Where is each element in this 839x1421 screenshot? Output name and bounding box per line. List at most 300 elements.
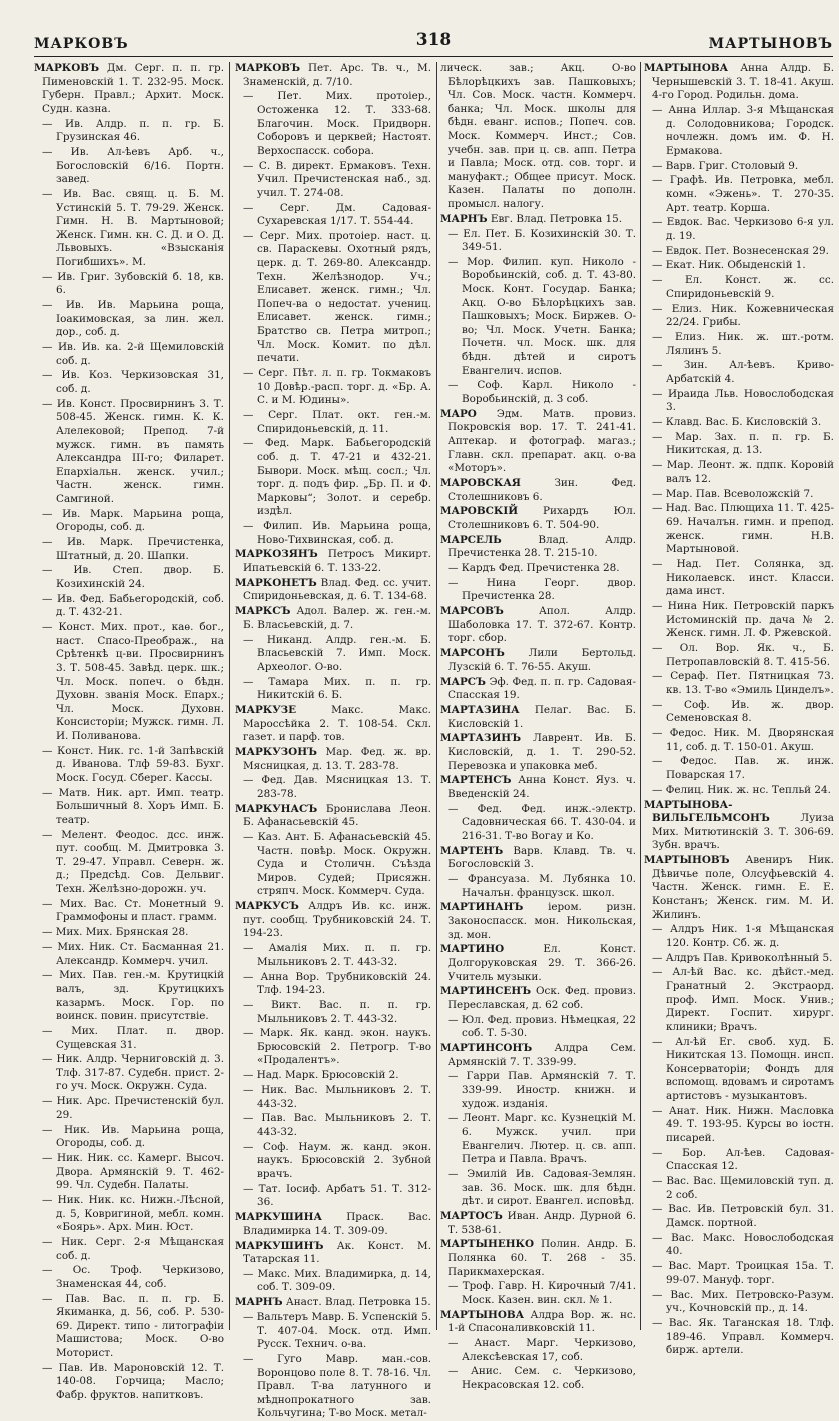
directory-sub-entry: [34, 1194, 224, 1235]
entry-text: Каз. Ант. Б. Афанасьевскій 45. Частн. повѣр. Моск. Окружн. Суда и Столичн. Съѣзда Миров. Судей; Присяжн. стряпч. Моск. Коммерч. Суда.: [257, 831, 431, 898]
entry-text: Дм. Серг. п. п. гр. Пименовскій 1. Т. 232-95. Моск. Губерн. Правл.; Архит. Моск. Судн. казна.: [42, 62, 224, 115]
entry-text: Вальтеръ Мавр. Б. Успенскій 5. Т. 407-04. Моск. отд. Имп. Русск. Технич. о-ва.: [256, 1311, 431, 1351]
entry-text: Ив. Степ. двор. Б. Козихинскій 24.: [56, 564, 224, 591]
directory-entry: [440, 845, 636, 872]
entry-text: Над. Вас. Плющиха 11. Т. 425-69. Началън. гимн. и препод. женск. гимн. Н.В. Мартыновой.: [665, 502, 834, 556]
directory-sub-entry: [644, 245, 834, 259]
directory-sub-entry: [644, 1147, 834, 1174]
entry-text: Зин. Ал-ѣевъ. Криво-Арбатскій 4.: [666, 359, 834, 385]
entry-surname: МАРСЪ: [440, 675, 486, 688]
entry-surname: МАРТИНСЕНЪ: [440, 985, 532, 998]
entry-text: Пав. Ив. Мароновскій 12. Т. 140-08. Горчица; Масло; Фабр. фруктов. напитковъ.: [56, 1361, 224, 1402]
entry-text: Пав. Вас. п. п. гр. Б. Якиманка, д. 56, соб. Р. 530-69. Директ. типо - литографіи Машистова; Моск. О-во Моторист.: [56, 1292, 225, 1360]
entry-text: Евг. Влад. Петровка 15.: [490, 212, 623, 225]
directory-entry: [440, 1238, 636, 1279]
entry-text: Ел. Конст. ж. сс. Спиридоньевскій 9.: [666, 274, 834, 300]
entry-text: Анна Конст. Яуз. ч. Введенскій 24.: [448, 774, 636, 800]
entry-surname: МАРО: [440, 407, 477, 420]
directory-sub-entry: [34, 1362, 224, 1403]
directory-sub-entry: [644, 1036, 834, 1104]
directory-sub-entry: [34, 508, 224, 535]
entry-text: Варв. Клавд. Тв. ч. Богословскій 3.: [448, 844, 636, 871]
directory-sub-entry: [34, 787, 224, 828]
entry-text: Мих. Ник. Ст. Басманная 21. Александр. Коммерч. учил.: [56, 940, 224, 967]
entry-text: Петросъ Микирт. Ипатьевскій 6. Т. 133-22.: [243, 548, 431, 575]
directory-sub-entry: [644, 174, 834, 215]
directory-sub-entry: [235, 437, 431, 519]
entry-text: Елиз. Ник. ж. шт.-ротм. Лялинъ 5.: [666, 330, 834, 357]
directory-sub-entry: [235, 634, 431, 675]
directory-sub-entry: [235, 409, 431, 436]
directory-sub-entry: [440, 1280, 636, 1307]
directory-sub-entry: [34, 745, 224, 786]
directory-entry: [235, 577, 431, 604]
entry-surname: МАРКУНАСЪ: [235, 802, 318, 815]
directory-sub-entry: [644, 784, 834, 798]
directory-sub-entry: [440, 1337, 636, 1364]
directory-sub-entry: [235, 1353, 431, 1421]
entry-text: Эмилій Ив. Садовая-Землян. зав. 36. Моск. шк. для бѣдн. дѣт. и сирот. Евангел. исповѣд.: [462, 1167, 636, 1208]
entry-surname: МАРТЫНОВЪ: [644, 854, 730, 867]
directory-sub-entry: [34, 299, 224, 340]
directory-sub-entry: [440, 379, 636, 406]
entry-text: Над. Марк. Брюсовскій 2.: [256, 1069, 399, 1082]
entry-surname: МАРТИНАНЪ: [440, 901, 524, 914]
directory-sub-entry: [34, 593, 224, 620]
entry-text: Зин. Фед. Столешниковъ 6.: [448, 476, 636, 503]
directory-sub-entry: [644, 274, 834, 301]
directory-sub-entry: [34, 398, 224, 507]
directory-sub-entry: [440, 1112, 636, 1166]
entry-text: Федос. Ник. М. Дворянская 11, соб. д. Т. 150-01. Акуш.: [666, 727, 834, 753]
directory-sub-entry: [644, 699, 834, 726]
entry-text: Алдра Сем. Армянскій 7. Т. 339-99.: [448, 1042, 636, 1068]
directory-sub-entry: [644, 1105, 834, 1146]
entry-text: Алдръ Ив. кс. инж. пут. сообщ. Трубниковскій 24. Т. 194-23.: [243, 900, 431, 940]
directory-sub-entry: [440, 577, 636, 604]
entry-text: Ив. Ив. ка. 2-й Щемиловскій соб. д.: [56, 341, 224, 367]
directory-sub-entry: [644, 600, 834, 641]
directory-sub-entry: [440, 562, 636, 576]
entry-text: Лили Бертольд. Лузскій 6. Т. 76-55. Акуш.: [448, 647, 636, 673]
entry-surname: МАРКОЗЯНЪ: [235, 548, 318, 561]
directory-entry: [235, 1240, 431, 1267]
entry-text: Фелиц. Ник. ж. нс. Тепльй 24.: [665, 783, 831, 796]
column-1: [34, 62, 225, 1402]
entry-surname: МАРТОСЪ: [440, 1209, 503, 1222]
entry-text: Франсуаза. М. Лубянка 10. Началън. французск. школ.: [462, 873, 636, 899]
directory-sub-entry: [34, 369, 224, 396]
entry-text: Анат. Ник. Нижн. Масловка 49. Т. 193-95. Курсы во іостн. писарей.: [666, 1104, 834, 1144]
directory-entry: [440, 534, 636, 561]
entry-text: лическ. зав.; Акц. О-во Бѣлорѣцкихъ зав. Пашковыхъ; Чл. Сов. Моск. частн. Коммерч. банка; Чл. Моск. школы для бѣдн. еванг. испов.; Попеч. сов. Моск. Коммерч. Инст.; Сов. учебн. зав. при ц. св. апп. Петра и Павла; Моск. отд. сов. торг. и мануфакт.; Общее присут. Моск. Казен. Палаты по дополн. промысл. налогу.: [440, 62, 636, 210]
directory-sub-entry: [440, 1070, 636, 1111]
entry-surname: МАРТЕНЪ: [440, 844, 504, 857]
entry-text: Ив. Коз. Черкизовская 31, соб. д.: [56, 369, 224, 395]
entry-text: Ив. Григ. Зубовскій б. 18, кв. 6.: [56, 270, 224, 297]
directory-sub-entry: [34, 188, 224, 270]
entry-surname: МАРТАЗИНЪ: [440, 732, 522, 745]
entry-text: Кардъ Фед. Пречистенка 28.: [461, 562, 620, 575]
entry-text: Леонт. Марг. кс. Кузнецкій М. 6. Мужск. учил. при Евангелич. Лютер. ц. св. апп. Петра и Павла. Врачъ.: [462, 1112, 636, 1166]
entry-surname: МАРСОНЪ: [440, 647, 505, 660]
directory-sub-entry: [644, 670, 834, 697]
entry-text: Амалія Мих. п. п. гр. Мыльниковъ 2. Т. 443-32.: [257, 942, 431, 968]
directory-entry: [440, 477, 636, 504]
directory-sub-entry: [235, 1141, 431, 1182]
directory-sub-entry: [235, 1268, 431, 1295]
entry-text: Пет. Мих. протоіер., Остоженка 12. Т. 333-68. Благочин. Моск. Придворн. Соборовъ и церквей; Настоят. Верхоспасск. собора.: [257, 90, 431, 157]
entry-text: Над. Пет. Солянка, зд. Николаевск. инст. Класси. дама инст.: [666, 557, 834, 598]
directory-sub-entry: [235, 971, 431, 998]
entry-text: Гарри Пав. Армянскій 7. Т. 339-99. Иностр. книжн. и худож. изданія.: [462, 1070, 636, 1110]
entry-text: Анна Вор. Трубниковскій 24. Тлф. 194-23.: [257, 970, 431, 997]
entry-text: Тат. Іосиф. Арбатъ 51. Т. 312-36.: [257, 1182, 431, 1209]
entry-text: Вас. Вас. Щемиловскій туп. д. 2 соб.: [666, 1175, 834, 1201]
entry-surname: МАРКСЪ: [235, 605, 291, 618]
entry-text: Анис. Сем. с. Черкизово, Некрасовская 12. соб.: [462, 1365, 636, 1391]
entry-text: Ол. Вор. Як. ч., Б. Петропавловскій 8. Т. 415-56.: [666, 641, 834, 668]
directory-sub-entry: [440, 228, 636, 255]
directory-sub-entry: [644, 1260, 834, 1287]
entry-text: Ив. Конст. Просвирнинъ 3. Т. 508-45. Женск. гимн. К. К. Алелековой; Препод. 7-й мужск. гимн. въ память Александра III-го; Филарет. Епархіальн. женск. учил.; Частн. женск. гимн. Самгиной.: [56, 397, 224, 505]
entry-text: Матв. Ник. арт. Имп. театр. Большичный 8. Хоръ Имп. Б. театр.: [56, 786, 224, 826]
column-divider: [229, 62, 230, 1330]
entry-text: Никанд. Алдр. ген.-м. Б. Власьевскій 7. Имп. Моск. Археолог. О-во.: [257, 633, 431, 673]
directory-sub-entry: [644, 331, 834, 358]
directory-entry: [440, 901, 636, 942]
directory-entry: [235, 900, 431, 941]
directory-sub-entry: [34, 1293, 224, 1361]
entry-text: Эдм. Матв. провиз. Покровскія вор. 17. Т. 241-41. Аптекар. и фотограф. магаз.; Главн. скл. препарат. акц. о-ва «Моторъ».: [448, 407, 637, 475]
entry-text: Тамара Мих. п. п. гр. Никитскій 6. Б.: [257, 675, 431, 702]
entry-text: Мелент. Феодос. дсс. инж. пут. сообщ. М. Дмитровка 3. Т. 29-47. Управл. Северн. ж. д.; Предсѣд. Сов. Дельвиг. Техн. Желѣзно-дорожн. уч.: [56, 828, 224, 896]
directory-sub-entry: [235, 831, 431, 899]
directory-sub-entry: [440, 1365, 636, 1392]
entry-text: Вас. Як. Таганская 18. Тлф. 189-46. Управл. Коммерч. бирж. артели.: [666, 1316, 834, 1357]
header-left-running-title: МАРКОВЪ: [34, 36, 129, 52]
entry-surname: МАРНЪ: [235, 1296, 283, 1309]
directory-entry: [440, 62, 636, 212]
directory-sub-entry: [644, 952, 834, 966]
directory-sub-entry: [644, 755, 834, 782]
directory-sub-entry: [235, 1069, 431, 1083]
directory-sub-entry: [440, 1014, 636, 1041]
directory-entry: [34, 62, 224, 116]
entry-surname: МАРКУСЪ: [235, 900, 299, 913]
entry-text: Юл. Фед. провиз. Нѣмецкая, 22 соб. Т. 5-30.: [461, 1013, 636, 1040]
directory-entry: [440, 605, 636, 646]
entry-surname: МАРТЫНЕНКО: [440, 1238, 535, 1251]
entry-text: Ив. Вас. свящ. ц. Б. М. Устинскій 5. Т. 79-29. Женск. Гимн. Н. В. Мартыновой; Женск. Гимн. кн. С. Д. и О. Д. Львовыхъ. «Взысканія Погибшихъ». М.: [56, 187, 224, 268]
entry-text: іером. ризн. Законоспасск. мон. Никольская, зд. мон.: [448, 901, 636, 941]
entry-text: Ив. Ал-ѣевъ Арб. ч., Богословскій 6/16. Портн. завед.: [56, 145, 224, 186]
entry-text: Алдра Вор. ж. нс. 1-й Спасоналивковскій 11.: [448, 1308, 636, 1335]
directory-sub-entry: [34, 829, 224, 897]
directory-sub-entry: [34, 1152, 224, 1193]
entry-text: Мар. Пав. Всеволожскій 7.: [665, 487, 814, 500]
entry-surname: МАРКОНЕТЪ: [235, 576, 317, 589]
directory-sub-entry: [235, 774, 431, 801]
entry-text: Соф. Наум. ж. канд. экон. наукъ. Брюсовскій 2. Зубной врачъ.: [257, 1140, 431, 1180]
entry-surname: МАРНЪ: [440, 212, 488, 225]
directory-sub-entry: [235, 1112, 431, 1139]
directory-sub-entry: [34, 1264, 224, 1291]
directory-sub-entry: [235, 1183, 431, 1210]
entry-text: Вас. Март. Троицкая 15а. Т. 99-07. Мануф. торг.: [666, 1260, 834, 1286]
entry-text: Анаст. Влад. Петровка 15.: [285, 1296, 431, 1309]
entry-text: Влад. Алдр. Пречистенка 28. Т. 215-10.: [448, 533, 636, 560]
column-2: [235, 62, 432, 1420]
directory-sub-entry: [644, 1203, 834, 1230]
directory-entry: [440, 1042, 636, 1069]
directory-sub-entry: [644, 160, 834, 174]
directory-sub-entry: [34, 941, 224, 968]
directory-sub-entry: [644, 642, 834, 669]
directory-entry: [440, 647, 636, 674]
directory-sub-entry: [644, 502, 834, 556]
entry-text: Клавд. Вас. Б. Кисловскій 3.: [665, 416, 822, 429]
entry-text: Соф. Ив. ж. двор. Семеновская 8.: [666, 698, 834, 725]
entry-surname: МАРКУШИНЪ: [235, 1239, 324, 1252]
entry-text: Филип. Ив. Марьина роща, Ново-Тихвинская, соб. д.: [257, 520, 431, 546]
directory-entry: [440, 943, 636, 984]
entry-text: Адол. Валер. ж. ген.-м. Б. Власьевскій, д. 7.: [243, 605, 431, 631]
directory-sub-entry: [235, 90, 431, 158]
entry-text: Серг. Пѣт. л. п. гр. Токмаковъ 10 Довѣр.-расп. торг. д. «Бр. А. С. и М. Юдины».: [257, 367, 431, 407]
entry-text: Екат. Ник. Обыденскій 1.: [665, 259, 806, 272]
entry-text: Мих. Вас. Ст. Монетный 9. Граммофоны и пласт. грамм.: [56, 897, 224, 924]
entry-text: Конст. Мих. прот., каѳ. бог., наст. Спасо-Преображ., на Срѣтенкѣ ц-ви. Просвирнинъ 3. Т. 508-45. Завѣд. церк. шк.; Чл. Моск. попеч. о бѣдн. Духовн. званія Моск. Епарх.; Чл. Моск. Духовн. Консисторіи; Мужск. гимн. Л. И. Поливанова.: [56, 621, 224, 742]
directory-sub-entry: [644, 1232, 834, 1259]
directory-sub-entry: [235, 367, 431, 408]
entry-text: Варв. Григ. Столовый 9.: [665, 159, 799, 172]
directory-sub-entry: [235, 999, 431, 1026]
entry-text: Ник. Вас. Мыльниковъ 2. Т. 443-32.: [257, 1084, 431, 1110]
directory-sub-entry: [235, 1084, 431, 1111]
entry-text: Луиза Мих. Митютинскій 3. Т. 306-69. Зубн. врачъ.: [652, 812, 834, 852]
entry-text: Эф. Фед. п. п. гр. Садовая-Спасская 19.: [448, 675, 636, 702]
directory-sub-entry: [644, 416, 834, 430]
page-header: [34, 30, 833, 57]
entry-text: Ал-ѣй Ег. своб. худ. Б. Никитская 13. Помощн. инсп. Консерваторіи; Фондъ для вспомощ. вдовамъ и сиротамъ артистовъ - музыкантовъ.: [666, 1035, 835, 1102]
directory-sub-entry: [235, 160, 431, 201]
entry-text: Анна Алдр. Б. Чернышевскій 3. Т. 18-41. Акуш. 4-го Город. Родильн. дома.: [652, 62, 834, 102]
directory-entry: [644, 854, 834, 922]
entry-text: Фед. Марк. Бабьегородскій соб. д. Т. 47-21 и 432-21. Бывори. Моск. мѣщ. сосл.; Чл. торг. д. подъ фир. „Бр. П. и Ф. Марковы“; Золот. и серебр. издѣл.: [257, 437, 431, 518]
entry-surname: МАРТЫНОВА: [644, 62, 729, 74]
column-3: [440, 62, 637, 1391]
entry-text: Мих. Плат. п. двор. Сущевская 31.: [56, 1024, 224, 1051]
entry-text: Ник. Ник. кс. Нижн.-Лѣсной, д. 5, Ковригиной, мебл. комн. «Боярь». Арх. Мин. Юст.: [56, 1193, 224, 1234]
directory-sub-entry: [34, 564, 224, 591]
directory-entry: [235, 548, 431, 575]
directory-sub-entry: [235, 1027, 431, 1068]
entry-surname: МАРТИНО: [440, 943, 505, 956]
directory-entry: [440, 1309, 636, 1336]
entry-surname: МАРКУЗОНЪ: [235, 745, 317, 758]
entry-text: Оск. Фед. провиз. Переславская, д. 62 соб.: [448, 985, 636, 1011]
directory-sub-entry: [644, 104, 834, 158]
directory-sub-entry: [34, 536, 224, 563]
directory-sub-entry: [34, 969, 224, 1023]
entry-text: Марк. Як. канд. экон. наукъ. Брюсовскій 2. Петрогр. Т-во «Продалентъ».: [257, 1027, 431, 1067]
directory-sub-entry: [34, 118, 224, 145]
entry-text: Пелаг. Вас. Б. Кисловскій 1.: [448, 703, 636, 730]
entry-text: Евдок. Пет. Вознесенская 29.: [665, 244, 829, 257]
directory-entry: [644, 62, 834, 103]
entry-text: Евдок. Вас. Черкизово 6-я ул. д. 19.: [666, 216, 834, 242]
entry-text: Праск. Вас. Владимирка 14. Т. 309-09.: [243, 1211, 431, 1237]
entry-text: Ив. Марк. Марьина роща, Огороды, соб. д.: [56, 507, 224, 534]
entry-text: Ник. Арс. Пречистенскій бул. 29.: [56, 1095, 224, 1121]
directory-sub-entry: [34, 926, 224, 940]
directory-entry: [235, 704, 431, 745]
directory-sub-entry: [644, 303, 834, 330]
entry-text: Ник. Алдр. Черниговскій д. 3. Тлф. 317-87. Судебн. прист. 2-го уч. Моск. Окружн. Суда.: [56, 1053, 224, 1093]
directory-entry: [235, 746, 431, 773]
directory-entry: [440, 985, 636, 1012]
entry-surname: МАРОВСКАЯ: [440, 476, 521, 489]
entry-text: Мар. Зах. п. п. гр. Б. Никитская, д. 13.: [666, 430, 834, 457]
directory-entry: [440, 704, 636, 731]
entry-surname: МАРТЕНСЪ: [440, 774, 512, 787]
entry-text: Гуго Мавр. ман.-сов. Воронцово поле 8. Т. 78-16. Чл. Правл. Т-ва латунного и мѣднопрокатного зав. Кольчугина; Т-во Моск. метал-: [257, 1353, 431, 1420]
directory-entry: [440, 408, 636, 476]
directory-sub-entry: [34, 898, 224, 925]
directory-sub-entry: [644, 1317, 834, 1358]
entry-text: Авениръ Ник. Дѣвичье поле, Олсуфьевскій 4. Частн. Женск. гимн. Е. Е. Констанъ; Женск. гим. М. И. Жилинъ.: [652, 854, 834, 921]
directory-entry: [440, 774, 636, 801]
entry-text: Алдръ Пав. Кривоколѣнный 5.: [665, 951, 833, 964]
entry-surname: МАРТЫНОВА-ВИЛЬГЕЛЬМСОНЪ: [644, 798, 770, 825]
directory-sub-entry: [644, 359, 834, 386]
entry-text: Пет. Арс. Тв. ч., М. Знаменскій, д. 7/10.: [243, 62, 431, 88]
directory-sub-entry: [34, 1025, 224, 1052]
entry-surname: МАРСЕЛЬ: [440, 533, 502, 546]
entry-surname: МАРСОВЪ: [440, 605, 504, 618]
directory-entry: [644, 799, 834, 853]
entry-text: Ник. Ив. Марьина роща, Огороды, соб. д.: [56, 1123, 224, 1150]
entry-surname: МАРКОВЪ: [235, 62, 301, 74]
directory-sub-entry: [440, 1168, 636, 1209]
directory-sub-entry: [644, 388, 834, 415]
entry-text: Нина Георг. двор. Пречистенка 28.: [462, 576, 636, 603]
directory-sub-entry: [440, 256, 636, 378]
directory-sub-entry: [644, 727, 834, 754]
entry-text: Анаст. Марг. Черкизово, Алексѣевская 17, соб.: [462, 1337, 636, 1363]
directory-sub-entry: [235, 230, 431, 366]
entry-surname: МАРТИНСОНЪ: [440, 1042, 533, 1055]
directory-sub-entry: [235, 202, 431, 229]
entry-text: Бронислава Леон. Б. Афанасьевскій 45.: [243, 802, 431, 829]
entry-text: Ив. Алдр. п. п. гр. Б. Грузинская 46.: [56, 117, 225, 144]
entry-text: Алдръ Ник. 1-я Мѣщанская 120. Контр. Сб. ж. д.: [666, 923, 835, 949]
directory-sub-entry: [644, 459, 834, 486]
entry-text: Ив. Марк. Пречистенка, Штатный, д. 20. Шапки.: [56, 536, 224, 562]
entry-text: Полин. Андр. Б. Полянка 60. Т. 268 - 35. Парикмахерская.: [448, 1238, 637, 1278]
directory-entry: [440, 676, 636, 703]
entry-surname: МАРТАЗИНА: [440, 703, 520, 716]
directory-sub-entry: [440, 803, 636, 844]
directory-sub-entry: [644, 259, 834, 273]
column-4: [644, 62, 835, 1357]
entry-text: Ак. Конст. М. Татарская 11.: [243, 1239, 431, 1266]
entry-text: Ал-ѣй Вас. кс. дѣйст.-мед. Гранатный 2. Экстраорд. проф. Имп. Моск. Унив.; Директ. Госпит. хирург. клиники; Врачъ.: [666, 966, 834, 1033]
entry-surname: МАРКУШИНА: [235, 1211, 322, 1224]
entry-text: Вас. Макс. Новослободская 40.: [666, 1231, 834, 1258]
directory-entry: [440, 213, 636, 227]
entry-text: Викт. Вас. п. п. гр. Мыльниковъ 2. Т. 443-32.: [257, 998, 431, 1025]
directory-sub-entry: [644, 558, 834, 599]
entry-text: Апол. Алдр. Шаболовка 17. Т. 372-67. Контр. торг. сбор.: [448, 605, 636, 645]
directory-entry: [235, 803, 431, 830]
directory-sub-entry: [34, 341, 224, 368]
entry-text: Серг. Плат. окт. ген.-м. Спиридоньевскій, д. 11.: [257, 408, 431, 435]
entry-text: Ник. Ник. сс. Камерг. Высоч. Двора. Армянскій 9. Т. 462-99. Чл. Судебн. Палаты.: [56, 1152, 224, 1192]
directory-sub-entry: [644, 431, 834, 458]
entry-text: Ив. Фед. Бабьегородскій, соб. д. Т. 432-21.: [56, 592, 224, 619]
entry-surname: МАРТЫНОВА: [440, 1308, 525, 1321]
entry-text: Троф. Гавр. Н. Кирочный 7/41. Моск. Казен. вин. скл. № 1.: [462, 1280, 636, 1306]
directory-sub-entry: [34, 146, 224, 187]
directory-sub-entry: [644, 1175, 834, 1202]
directory-sub-entry: [235, 676, 431, 703]
directory-entry: [440, 732, 636, 773]
directory-entry: [235, 62, 431, 89]
entry-text: Ос. Троф. Черкизово, Знаменская 44, соб.: [56, 1264, 224, 1290]
directory-sub-entry: [34, 621, 224, 743]
directory-sub-entry: [440, 873, 636, 900]
entry-text: Графѣ. Ив. Петровка, мебл. комн. «Эжень». Т. 270-35. Арт. театр. Корша.: [666, 174, 834, 214]
entry-text: Ираида Льв. Новослободская 3.: [666, 387, 834, 414]
entry-text: Иван. Андр. Дурной 6. Т. 538-61.: [448, 1209, 636, 1236]
entry-text: Сераф. Пет. Пятницкая 73. кв. 13. Т-во «Эмиль Цинделъ».: [666, 670, 834, 696]
entry-text: Конст. Ник. гс. 1-й Запѣвскій д. Иванова. Тлф 59-83. Бухг. Моск. Госуд. Сберег. Кассы.: [56, 744, 224, 784]
directory-sub-entry: [34, 1236, 224, 1263]
directory-sub-entry: [34, 1095, 224, 1122]
entry-text: Фед. Дав. Мясницкая 13. Т. 283-78.: [257, 774, 432, 800]
directory-entry: [440, 505, 636, 532]
directory-sub-entry: [34, 1124, 224, 1151]
directory-sub-entry: [644, 1289, 834, 1316]
entry-text: Анна Иллар. 3-я Мѣщанская д. Солодовникова; Городск. ночлежн. домъ им. Ф. Н. Ермакова.: [666, 103, 834, 157]
directory-sub-entry: [235, 520, 431, 547]
entry-text: Рихардъ Юл. Столешниковъ 6. Т. 504-90.: [448, 505, 636, 531]
entry-text: Вас. Ив. Петровскій бул. 31. Дамск. портной.: [666, 1203, 834, 1230]
entry-text: Вас. Мих. Петровско-Разум. уч., Кочновскій пр., д. 14.: [666, 1288, 835, 1315]
entry-text: Фед. Фед. инж.-электр. Садовническая 66. Т. 430-04. и 216-31. Т-во Вогау и Ко.: [462, 802, 637, 842]
page-number: 318: [415, 30, 452, 50]
directory-entry: [235, 1296, 431, 1310]
entry-text: Бор. Ал-ѣев. Садовая-Спасская 12.: [666, 1146, 834, 1173]
entry-text: Елиз. Ник. Кожевническая 22/24. Грибы.: [666, 302, 834, 329]
directory-entry: [235, 605, 431, 632]
entry-text: Ив. Ив. Марьина роща, Іоакимовская, за лин. жел. дор., соб. д.: [56, 299, 224, 339]
entry-surname: МАРКОВЪ: [34, 62, 100, 74]
directory-sub-entry: [34, 1053, 224, 1094]
entry-text: Нина Ник. Петровскій паркъ Истоминскій пр. дача № 2. Женск. гимн. Л. Ф. Ржевской.: [666, 599, 834, 640]
entry-text: Серг. Дм. Садовая-Сухаревская 1/17. Т. 554-44.: [257, 201, 431, 228]
entry-text: Мар. Леонт. ж. пдпк. Коровій валъ 12.: [666, 459, 834, 485]
entry-text: Ел. Пет. Б. Козихинскій 30. Т. 349-51.: [462, 227, 637, 254]
directory-sub-entry: [644, 966, 834, 1034]
entry-text: Ник. Серг. 2-я Мѣщанская соб. д.: [56, 1235, 224, 1262]
directory-sub-entry: [644, 488, 834, 502]
entry-text: Мих. Пав. ген.-м. Крутицкій валъ, зд. Крутицкихъ казармъ. Моск. Гор. по воинск. повин. присутствіе.: [56, 969, 224, 1023]
column-divider: [436, 62, 437, 1330]
entry-text: Ел. Конст. Долгоруковская 29. Т. 366-26. Учитель музыки.: [448, 943, 636, 983]
